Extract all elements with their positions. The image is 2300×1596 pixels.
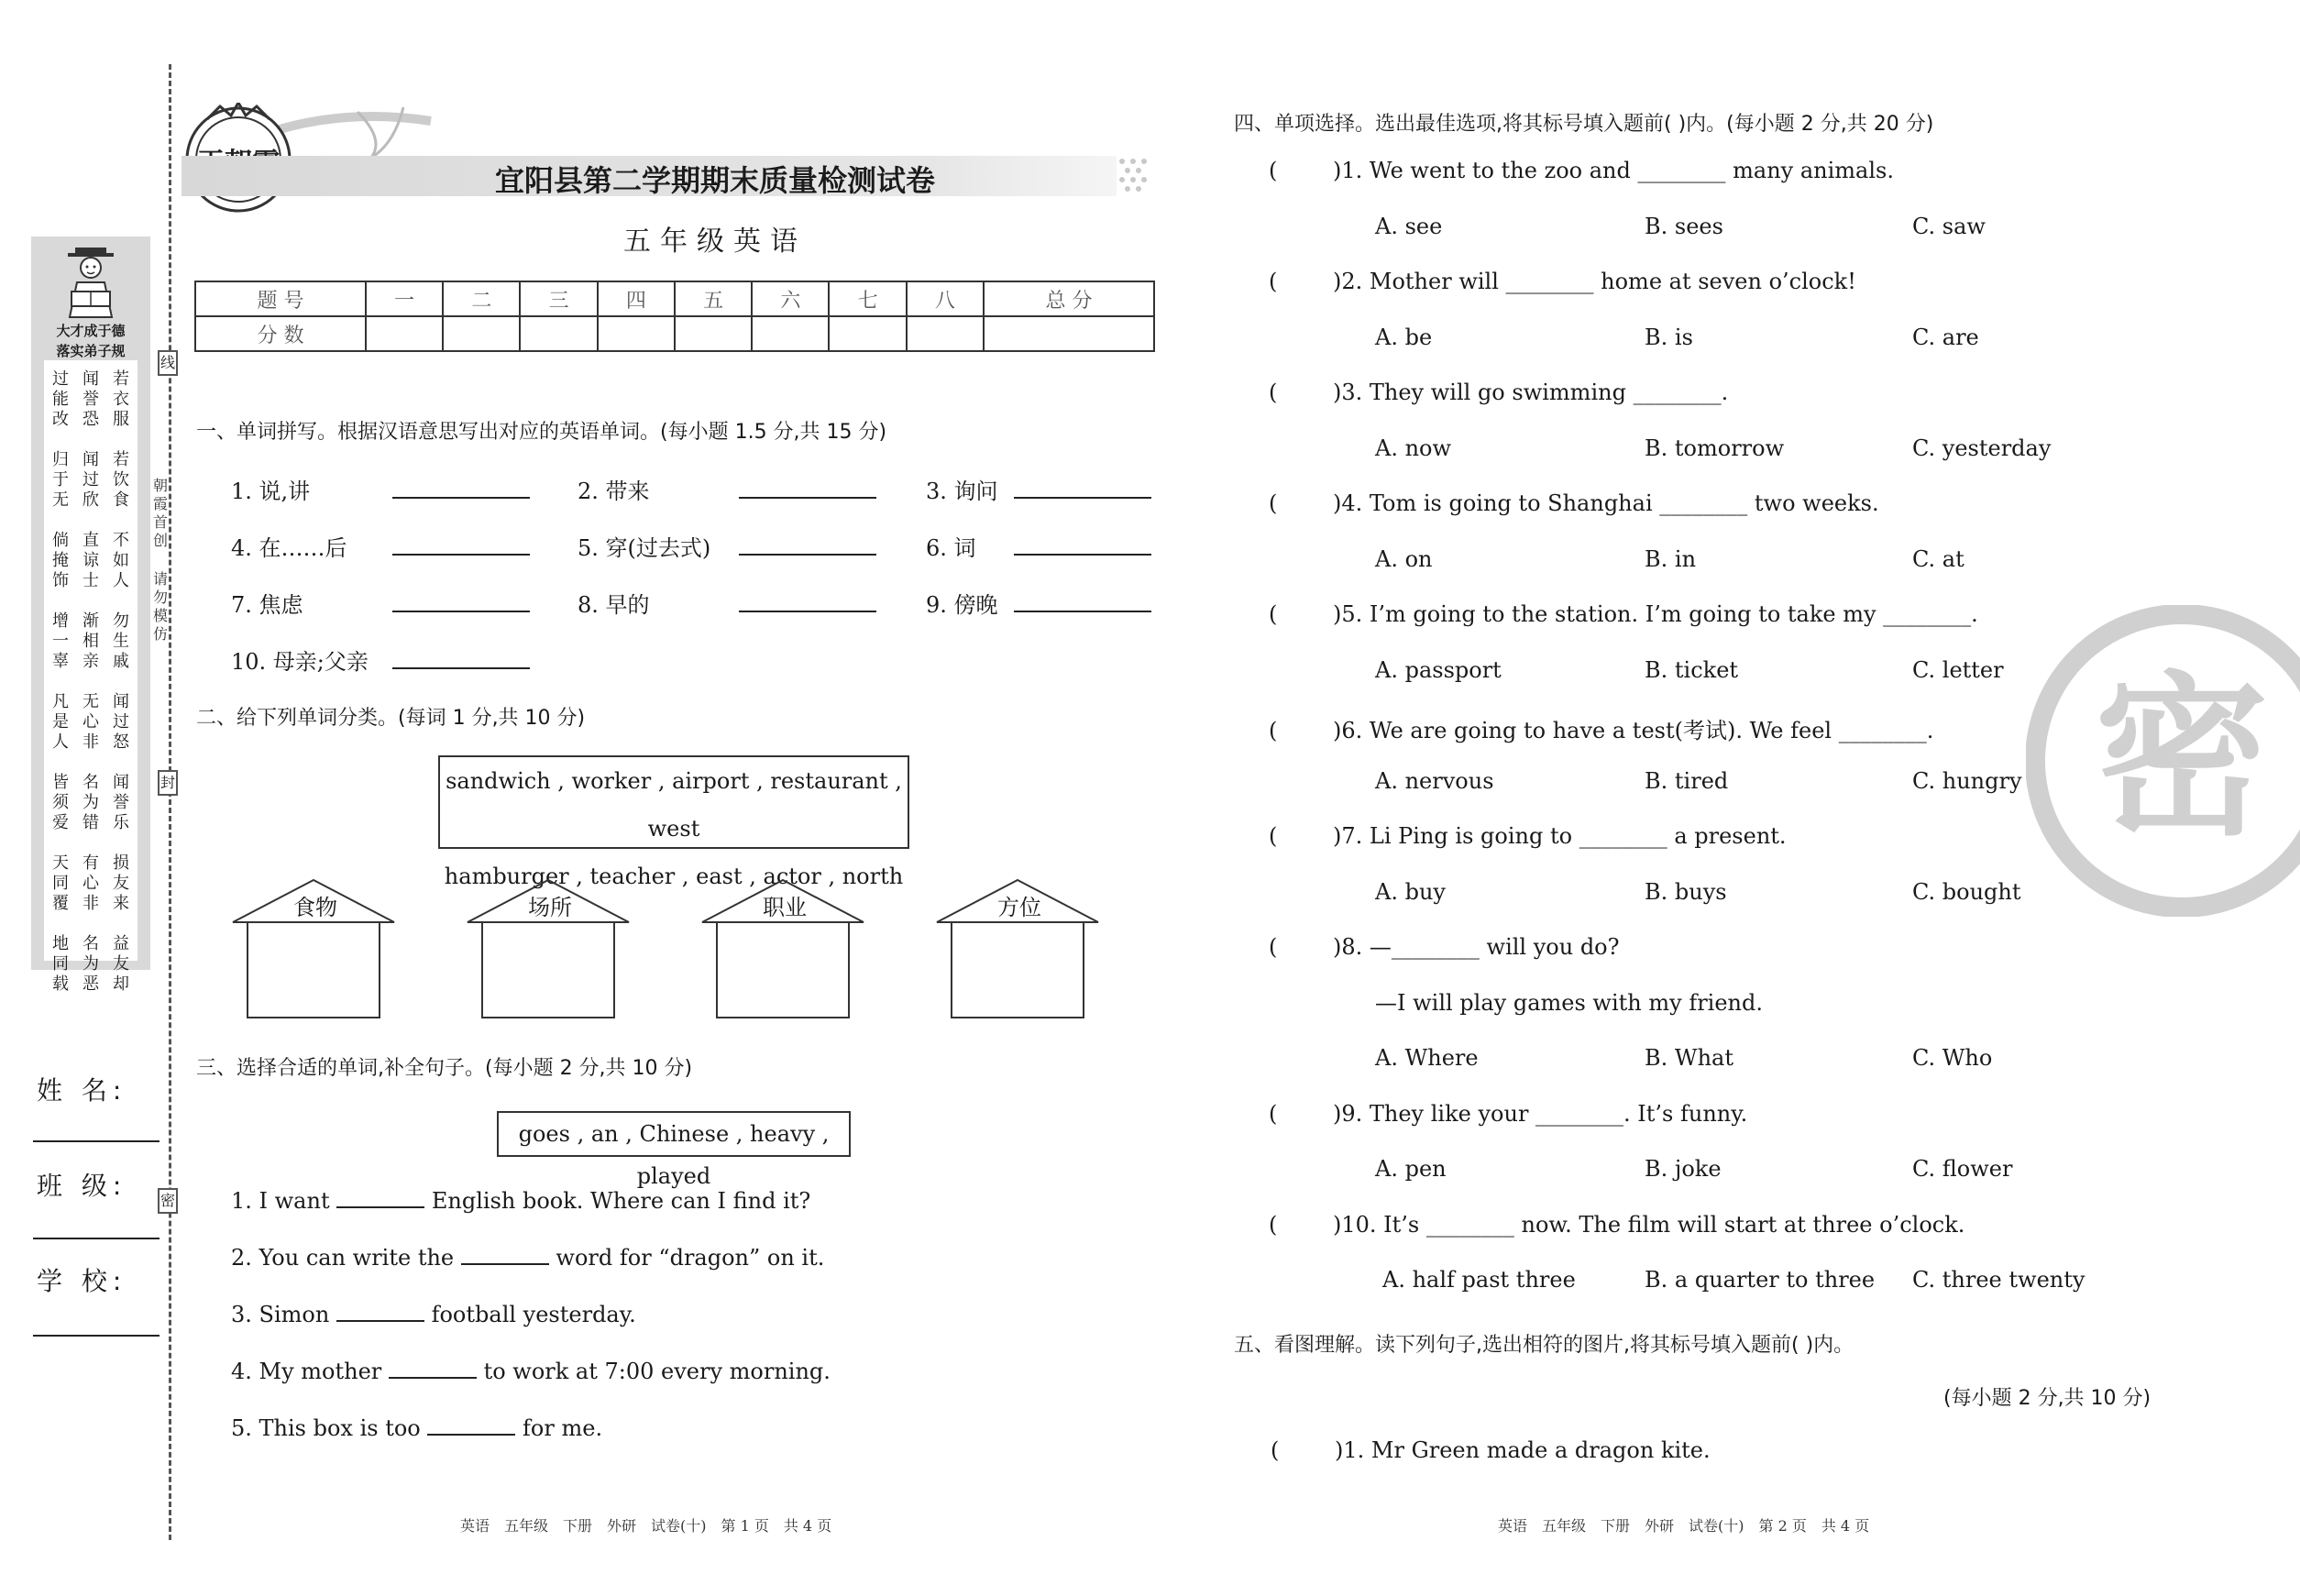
s1-blank-8[interactable] bbox=[739, 611, 876, 612]
s4-option[interactable]: B. in bbox=[1645, 545, 1697, 572]
s4-option[interactable]: C. bought bbox=[1912, 878, 2021, 905]
s4-option[interactable]: B. ticket bbox=[1645, 656, 1739, 683]
binding-note-1: 朝霞首创 bbox=[152, 477, 168, 549]
s1-blank-3[interactable] bbox=[1014, 497, 1151, 499]
s4-question-1: ( )1. We went to the zoo and ________ many animals. bbox=[1269, 158, 1894, 183]
motto-column: 闻誉乐 bbox=[113, 773, 129, 832]
scholar-figure-icon bbox=[59, 246, 123, 319]
score-cell[interactable] bbox=[520, 316, 597, 351]
section3-heading: 三、选择合适的单词,补全句子。(每小题 2 分,共 10 分) bbox=[196, 1057, 693, 1080]
s1-blank-7[interactable] bbox=[392, 611, 530, 612]
score-header-cell: 题 号 bbox=[195, 281, 366, 316]
motto-column: 名为恶 bbox=[83, 934, 99, 994]
score-cell[interactable] bbox=[907, 316, 984, 351]
score-header-cell: 二 bbox=[443, 281, 520, 316]
s3-item-3: 3. Simon football yesterday. bbox=[231, 1302, 636, 1327]
s4-answer-paren[interactable]: ( bbox=[1269, 601, 1278, 627]
s4-option[interactable]: A. on bbox=[1375, 545, 1433, 572]
motto-column: 名为错 bbox=[83, 773, 99, 832]
s1-item-4: 4. 在……后 bbox=[231, 535, 347, 561]
s4-question-3: ( )3. They will go swimming ________. bbox=[1269, 380, 1729, 405]
s1-item-5: 5. 穿(过去式) bbox=[578, 535, 711, 561]
s1-blank-10[interactable] bbox=[392, 667, 530, 669]
motto-column: 增一辜 bbox=[52, 611, 69, 671]
motto-column: 凡是人 bbox=[52, 692, 69, 752]
score-cell[interactable] bbox=[829, 316, 906, 351]
s3-word-box: goes , an , Chinese , heavy , played bbox=[497, 1111, 851, 1157]
s4-option[interactable]: A. pen bbox=[1375, 1156, 1447, 1182]
motto-group bbox=[48, 611, 134, 672]
binding-note-2: 请勿模仿 bbox=[152, 570, 168, 643]
footer-page2: 英语 五年级 下册 外研 试卷(十) 第 2 页 共 4 页 bbox=[1498, 1517, 1870, 1535]
score-cell[interactable] bbox=[752, 316, 829, 351]
s4-option[interactable]: A. see bbox=[1375, 213, 1443, 239]
s4-option[interactable]: B. What bbox=[1645, 1045, 1733, 1071]
s4-question-4: ( )4. Tom is going to Shanghai ________ two weeks. bbox=[1269, 490, 1879, 516]
s4-option[interactable]: A. passport bbox=[1375, 656, 1502, 683]
s4-option[interactable]: A. half past three bbox=[1382, 1267, 1576, 1293]
score-header-cell: 六 bbox=[752, 281, 829, 316]
s4-answer-paren[interactable]: ( bbox=[1269, 934, 1278, 960]
s3-blank-5[interactable] bbox=[427, 1434, 515, 1436]
motto-group bbox=[48, 531, 134, 591]
category-direction: 方位 bbox=[997, 895, 1041, 920]
school-field[interactable] bbox=[33, 1335, 160, 1337]
score-row-label: 分 数 bbox=[195, 316, 366, 351]
score-value-row bbox=[195, 316, 1154, 351]
motto-column: 若衣服 bbox=[113, 369, 129, 429]
s4-option[interactable]: B. tomorrow bbox=[1645, 435, 1785, 461]
exam-title: 宜阳县第二学期期末质量检测试卷 bbox=[494, 163, 935, 198]
section1-heading: 一、单词拼写。根据汉语意思写出对应的英语单词。(每小题 1.5 分,共 15 分) bbox=[196, 421, 887, 444]
s4-answer-paren[interactable]: ( bbox=[1269, 380, 1278, 405]
motto-group bbox=[48, 450, 134, 511]
s4-answer-paren[interactable]: ( bbox=[1269, 158, 1278, 183]
s4-option[interactable]: C. Who bbox=[1912, 1045, 1993, 1071]
motto-column: 闻誉恐 bbox=[83, 369, 99, 429]
section2-heading: 二、给下列单词分类。(每词 1 分,共 10 分) bbox=[196, 707, 586, 730]
s3-item-4: 4. My mother to work at 7:00 every morning. bbox=[231, 1359, 831, 1384]
school-label: 学 校: bbox=[37, 1266, 127, 1296]
motto-column: 直谅士 bbox=[83, 531, 99, 590]
s2-words-line1: sandwich , worker , airport , restaurant , west bbox=[446, 768, 902, 842]
s4-option[interactable]: A. nervous bbox=[1375, 767, 1494, 794]
motto-column: 倘掩饰 bbox=[52, 531, 69, 590]
house-box-job[interactable] bbox=[717, 922, 849, 1018]
s4-option[interactable]: A. Where bbox=[1375, 1045, 1479, 1071]
score-header-cell: 四 bbox=[598, 281, 675, 316]
s4-option[interactable]: A. be bbox=[1375, 324, 1433, 350]
binding-mark-line: 线 bbox=[158, 350, 178, 376]
score-cell[interactable] bbox=[598, 316, 675, 351]
class-field[interactable] bbox=[33, 1238, 160, 1239]
s1-blank-2[interactable] bbox=[739, 497, 876, 499]
s4-question-7: ( )7. Li Ping is going to ________ a present. bbox=[1269, 823, 1787, 849]
score-header-cell: 三 bbox=[520, 281, 597, 316]
house-box-direction[interactable] bbox=[952, 922, 1084, 1018]
s3-blank-3[interactable] bbox=[336, 1320, 424, 1322]
s4-option[interactable]: C. are bbox=[1912, 324, 1979, 350]
s1-blank-5[interactable] bbox=[739, 554, 876, 556]
category-food: 食物 bbox=[293, 895, 337, 920]
s1-item-6: 6. 词 bbox=[926, 535, 976, 561]
score-cell[interactable] bbox=[675, 316, 752, 351]
motto-column: 天同覆 bbox=[52, 853, 69, 913]
score-header-cell: 五 bbox=[675, 281, 752, 316]
score-cell[interactable] bbox=[443, 316, 520, 351]
score-header-cell: 一 bbox=[366, 281, 443, 316]
motto-column: 若饮食 bbox=[113, 450, 129, 510]
motto-group bbox=[48, 369, 134, 430]
name-label: 姓 名: bbox=[37, 1075, 127, 1106]
motto-column: 闻过欣 bbox=[83, 450, 99, 510]
motto-column: 无心非 bbox=[83, 692, 99, 752]
s4-option[interactable]: B. is bbox=[1645, 324, 1693, 350]
s4-option[interactable]: C. letter bbox=[1912, 656, 2004, 683]
s4-question-8: ( )8. —________ will you do? bbox=[1269, 934, 1620, 960]
s4-option[interactable]: C. at bbox=[1912, 545, 1964, 572]
s2-word-box bbox=[438, 755, 909, 889]
motto-group bbox=[48, 692, 134, 753]
score-header-cell: 总 分 bbox=[984, 281, 1154, 316]
s4-option[interactable]: B. sees bbox=[1645, 213, 1723, 239]
motto-text-box bbox=[44, 360, 138, 994]
s3-item-5: 5. This box is too for me. bbox=[231, 1415, 603, 1441]
s1-item-2: 2. 带来 bbox=[578, 479, 650, 504]
s3-blank-1[interactable] bbox=[336, 1206, 424, 1208]
house-box-place[interactable] bbox=[482, 922, 614, 1018]
section5-points: (每小题 2 分,共 10 分) bbox=[1943, 1387, 2151, 1410]
s1-item-3: 3. 询问 bbox=[926, 479, 998, 504]
s4-answer-paren[interactable]: ( bbox=[1269, 269, 1278, 294]
name-field[interactable] bbox=[33, 1140, 160, 1142]
motto-column: 不如人 bbox=[113, 531, 129, 590]
class-label: 班 级: bbox=[37, 1171, 127, 1201]
section4-heading: 四、单项选择。选出最佳选项,将其标号填入题前( )内。(每小题 2 分,共 20 分) bbox=[1234, 113, 1934, 136]
s4-question-2: ( )2. Mother will ________ home at seven o’clock! bbox=[1269, 269, 1856, 294]
motto-column: 损友来 bbox=[113, 853, 129, 913]
score-header-row bbox=[195, 281, 1154, 316]
s4-option[interactable]: B. buys bbox=[1645, 878, 1727, 905]
s1-blank-9[interactable] bbox=[1014, 611, 1151, 612]
category-job: 职业 bbox=[763, 895, 807, 920]
motto-column: 益友却 bbox=[113, 934, 129, 994]
s4-option[interactable]: C. yesterday bbox=[1912, 435, 2052, 461]
s4-question-10: ( )10. It’s ________ now. The film will start at three o’clock. bbox=[1269, 1211, 1965, 1238]
motto-column: 有心非 bbox=[83, 853, 99, 913]
s4-option[interactable]: A. now bbox=[1375, 435, 1452, 461]
s1-item-9: 9. 傍晚 bbox=[926, 592, 998, 618]
s2-words-line2: hamburger , teacher , east , actor , north bbox=[444, 864, 904, 889]
s1-blank-4[interactable] bbox=[392, 554, 530, 556]
score-table bbox=[194, 281, 1155, 352]
s4-question-6: ( )6. We are going to have a test(考试). We feel ________. bbox=[1269, 718, 1934, 743]
house-box-food[interactable] bbox=[248, 922, 380, 1018]
motto-slogan: 大才成于德 落实弟子规 bbox=[56, 323, 126, 359]
s4-option[interactable]: C. three twenty bbox=[1912, 1267, 2085, 1293]
s1-item-8: 8. 早的 bbox=[578, 592, 650, 618]
motto-column: 皆须爱 bbox=[52, 773, 69, 832]
s4-question-reply: —I will play games with my friend. bbox=[1375, 989, 1763, 1016]
s1-blank-6[interactable] bbox=[1014, 554, 1151, 556]
s4-answer-paren[interactable]: ( bbox=[1269, 1100, 1278, 1127]
s4-option[interactable]: B. tired bbox=[1645, 767, 1729, 794]
motto-column: 闻过怒 bbox=[113, 692, 129, 752]
motto-column: 地同载 bbox=[52, 934, 69, 994]
motto-group bbox=[48, 773, 134, 833]
s4-question-9: ( )9. They like your ________. It’s funny. bbox=[1269, 1100, 1748, 1127]
s3-item-2: 2. You can write the word for “dragon” on it. bbox=[231, 1245, 825, 1271]
s4-answer-paren[interactable]: ( bbox=[1269, 1211, 1278, 1238]
s4-question-5: ( )5. I’m going to the station. I’m going to take my ________. bbox=[1269, 601, 1978, 627]
motto-group bbox=[48, 934, 134, 995]
s3-item-1: 1. I want English book. Where can I find it? bbox=[231, 1188, 811, 1214]
motto-column: 渐相亲 bbox=[83, 611, 99, 671]
binding-mark-seal: 封 bbox=[158, 770, 178, 796]
s5-item-1: ( )1. Mr Green made a dragon kite. bbox=[1271, 1437, 1711, 1463]
s4-answer-paren[interactable]: ( bbox=[1269, 490, 1278, 516]
title-band-dots bbox=[1117, 156, 1153, 196]
exam-subtitle: 五年级英语 bbox=[623, 226, 807, 258]
score-cell[interactable] bbox=[366, 316, 443, 351]
s1-blank-1[interactable] bbox=[392, 497, 530, 499]
binding-dashed-line bbox=[169, 64, 171, 1540]
watermark-char: 密 bbox=[2094, 656, 2270, 859]
s1-item-7: 7. 焦虑 bbox=[231, 592, 303, 618]
s1-item-10: 10. 母亲;父亲 bbox=[231, 649, 369, 675]
s4-option[interactable]: C. saw bbox=[1912, 213, 1986, 239]
s4-option[interactable]: B. a quarter to three bbox=[1645, 1267, 1876, 1293]
motto-column: 归于无 bbox=[52, 450, 69, 510]
s4-option[interactable]: A. buy bbox=[1375, 878, 1446, 905]
score-header-cell: 八 bbox=[907, 281, 984, 316]
s4-option[interactable]: C. flower bbox=[1912, 1156, 2013, 1182]
s4-answer-paren[interactable]: ( bbox=[1269, 823, 1278, 849]
s4-answer-paren[interactable]: ( bbox=[1269, 718, 1278, 743]
category-place: 场所 bbox=[528, 895, 572, 920]
s3-blank-2[interactable] bbox=[461, 1263, 549, 1265]
s3-blank-4[interactable] bbox=[389, 1377, 477, 1379]
s1-item-1: 1. 说,讲 bbox=[231, 479, 311, 504]
motto-panel bbox=[31, 237, 150, 994]
s5-answer-paren[interactable]: ( bbox=[1271, 1437, 1280, 1463]
secret-watermark-seal bbox=[2026, 605, 2300, 917]
score-cell[interactable] bbox=[984, 316, 1154, 351]
footer-page1: 英语 五年级 下册 外研 试卷(十) 第 1 页 共 4 页 bbox=[460, 1517, 832, 1535]
motto-column: 勿生戚 bbox=[113, 611, 129, 671]
s4-option[interactable]: B. joke bbox=[1645, 1156, 1722, 1182]
binding-mark-secret: 密 bbox=[158, 1188, 178, 1214]
section5-heading: 五、看图理解。读下列句子,选出相符的图片,将其标号填入题前( )内。 bbox=[1234, 1334, 1854, 1357]
score-header-cell: 七 bbox=[829, 281, 906, 316]
motto-group bbox=[48, 853, 134, 914]
motto-column: 过能改 bbox=[52, 369, 69, 429]
s4-option[interactable]: C. hungry bbox=[1912, 767, 2022, 794]
